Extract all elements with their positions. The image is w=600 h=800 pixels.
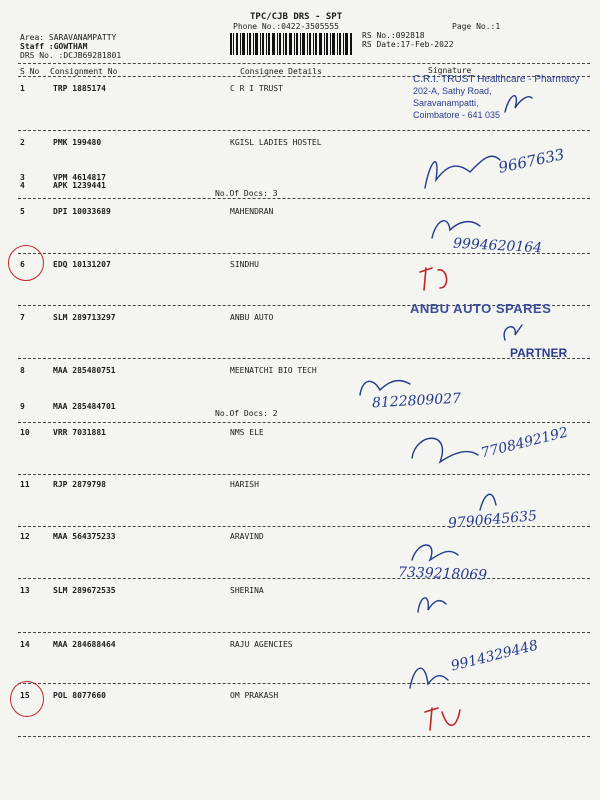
signature-row10	[412, 438, 478, 462]
document-title: TPC/CJB DRS - SPT	[250, 12, 343, 22]
row-sno: 1	[20, 84, 25, 93]
signature-row1	[505, 96, 532, 112]
row-sno: 4	[20, 181, 25, 190]
red-circle-row6	[8, 245, 44, 281]
row-consignment-no: MAA 285484701	[53, 402, 116, 411]
cri-stamp-line1: C.R.I. TRUST Healthcare - Pharmacy	[413, 74, 580, 85]
row-sno: 10	[20, 428, 30, 437]
page-number: Page No.:1	[452, 22, 501, 31]
row-sno: 3	[20, 173, 25, 182]
handwritten-phone-row8: 8122809027	[371, 390, 462, 412]
row-sno: 7	[20, 313, 25, 322]
red-mark-row6	[420, 268, 447, 290]
row-consignee: MAHENDRAN	[230, 207, 274, 216]
row-consignee: ANBU AUTO	[230, 313, 274, 322]
row-consignment-no: MAA 285480751	[53, 366, 116, 375]
row-consignee: MEENATCHI BIO TECH	[230, 366, 317, 375]
signature-row13	[418, 598, 446, 612]
phone-number: Phone No.:0422-3505555	[233, 22, 339, 31]
drs-number: DRS No. :DCJB69281801	[20, 51, 122, 60]
handwritten-phone-row10: 7708492192	[479, 424, 570, 462]
row-consignee: KGISL LADIES HOSTEL	[230, 138, 322, 147]
signature-row12	[412, 545, 458, 560]
row-consignment-no: SLM 289713297	[53, 313, 116, 322]
row-consignment-no: POL 8077660	[53, 691, 106, 700]
col-sno: S No	[20, 67, 40, 76]
handwritten-phone-row12: 7339218069	[397, 564, 488, 584]
row-consignment-no: MAA 564375233	[53, 532, 116, 541]
row-sno: 11	[20, 480, 30, 489]
signature-row11	[480, 494, 496, 510]
partner-stamp: PARTNER	[510, 346, 568, 360]
staff-label: Staff :GOWTHAM	[20, 42, 88, 51]
row-sno: 15	[20, 691, 30, 700]
row-consignment-no: APK 1239441	[53, 181, 106, 190]
row-consignment-no: DPI 10033689	[53, 207, 111, 216]
row-consignee: OM PRAKASH	[230, 691, 279, 700]
col-consignment: Consignment No	[50, 67, 118, 76]
row-consignment-no: VRR 7031881	[53, 428, 106, 437]
handwritten-phone-row11: 9790645635	[447, 508, 538, 532]
row-consignment-no: TRP 1885174	[53, 84, 106, 93]
no-of-docs-1: No.Of Docs: 3	[215, 189, 278, 198]
row-consignee: HARISH	[230, 480, 259, 489]
cri-stamp-line3: Saravanampatti,	[413, 98, 479, 108]
row-sno: 13	[20, 586, 30, 595]
no-of-docs-2: No.Of Docs: 2	[215, 409, 278, 418]
col-signature: Signature	[428, 66, 472, 75]
row-sno: 12	[20, 532, 30, 541]
handwritten-phone-row14: 9914329448	[449, 637, 540, 675]
row-consignment-no: EDQ 10131207	[53, 260, 111, 269]
row-consignment-no: RJP 2879798	[53, 480, 106, 489]
row-consignment-no: SLM 289672535	[53, 586, 116, 595]
cri-stamp-line2: 202-A, Sathy Road,	[413, 86, 492, 96]
red-mark-row15	[425, 708, 460, 730]
row-consignment-no: MAA 284688464	[53, 640, 116, 649]
handwritten-phone-row2: 9667633	[496, 145, 566, 177]
row-sno: 14	[20, 640, 30, 649]
cri-stamp-line4: Coimbatore - 641 035	[413, 110, 501, 120]
rs-number: RS No.:092818	[362, 31, 425, 40]
handwritten-phone-row5: 9994620164	[452, 235, 543, 257]
col-consignee: Consignee Details	[240, 67, 322, 76]
signature-row2	[425, 156, 500, 188]
anbu-stamp: ANBU AUTO SPARES	[410, 301, 552, 316]
row-consignee: ARAVIND	[230, 532, 264, 541]
row-sno: 6	[20, 260, 25, 269]
row-consignee: SINDHU	[230, 260, 259, 269]
row-consignee: RAJU AGENCIES	[230, 640, 293, 649]
row-consignee: NMS ELE	[230, 428, 264, 437]
row-consignment-no: PMK 199480	[53, 138, 102, 147]
signature-row14	[410, 668, 448, 688]
signature-row7	[504, 325, 522, 340]
row-consignee: C R I TRUST	[230, 84, 283, 93]
row-sno: 9	[20, 402, 25, 411]
row-consignee: SHERINA	[230, 586, 264, 595]
area-label: Area: SARAVANAMPATTY	[20, 33, 117, 42]
row-consignment-no: VPM 4614817	[53, 173, 106, 182]
row-sno: 5	[20, 207, 25, 216]
row-sno: 8	[20, 366, 25, 375]
rs-date: RS Date:17-Feb-2022	[362, 40, 454, 49]
row-sno: 2	[20, 138, 25, 147]
red-circle-row15	[10, 681, 44, 717]
